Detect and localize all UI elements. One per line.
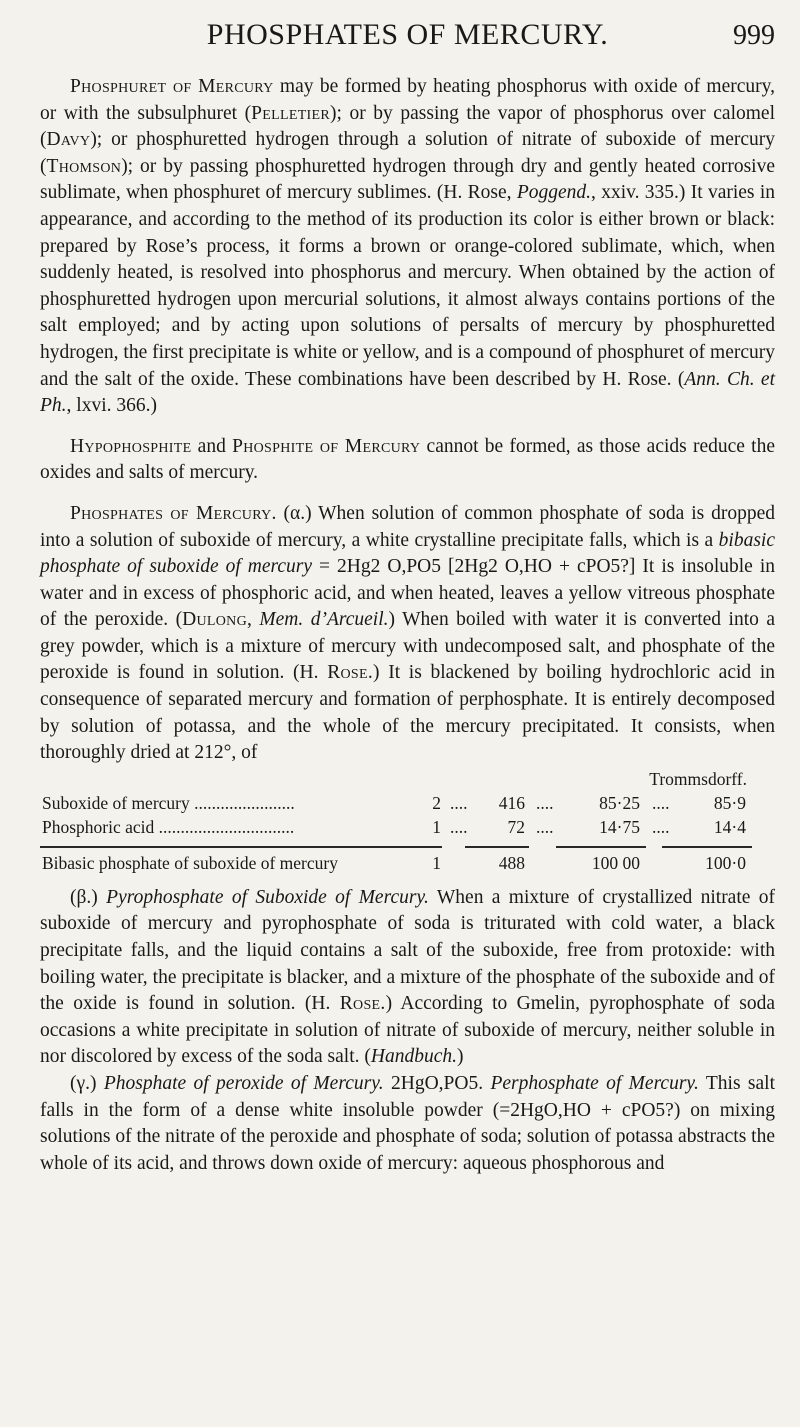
page-number: 999 bbox=[733, 20, 775, 51]
row-leader: .... bbox=[652, 816, 670, 837]
row-leader: .... bbox=[536, 816, 554, 837]
text-run: ) When boiled with water it is converted into a grey powder, which is a mixture of mercury with undecomposed salt, and phosphate of the peroxide is found in solution. (H. bbox=[40, 609, 775, 684]
running-title: PHOSPHATES OF MERCURY. bbox=[206, 18, 609, 51]
phosphuret-lead: Phosphuret of Mercury bbox=[70, 76, 274, 97]
text-run: ) bbox=[457, 1046, 464, 1068]
hypophosphite-lead: Hypophosphite bbox=[70, 435, 192, 457]
text-run: When a mixture of crystallized nitrate of suboxide of mercury and pyrophosphate of soda is triturated with cold water, a black precipitate falls, and the liquid contains a salt of the suboxide, free from protoxide: with boiling water, the precipitate is blacker, and a mixture of the phosphate of the suboxide and of the oxide is found in solution. (H. bbox=[40, 886, 776, 1015]
row-label: Suboxide of mercury ....................... bbox=[42, 792, 295, 813]
table-row bbox=[40, 793, 775, 817]
rule-divider bbox=[40, 846, 442, 848]
row-weight: 72 bbox=[507, 816, 525, 837]
paragraph-phosphates bbox=[40, 501, 775, 767]
text-run: (α.) When solution of common phosphate of soda is dropped into a solution of suboxide of mercury, a white crystalline precipitate falls, which is a bbox=[40, 502, 775, 551]
total-label: Bibasic phosphate of suboxide of mercury bbox=[42, 852, 338, 873]
row-label: Phosphoric acid ............................... bbox=[42, 816, 295, 837]
reference-poggendorff: Poggend. bbox=[516, 182, 592, 204]
text-run: , bbox=[247, 609, 260, 631]
text-run: ); or phosphuretted hydrogen through a solution of nitrate of suboxide of mercury ( bbox=[40, 129, 775, 177]
paragraph-hypophosphite bbox=[40, 434, 775, 487]
reference-annales: Ann. Ch. et Ph. bbox=[40, 368, 775, 417]
author-davy: Davy bbox=[46, 129, 91, 151]
section-mark: (β.) bbox=[70, 886, 98, 908]
text-run: ) According to Gmelin, pyrophosphate of soda occasions a white precipitate in solution of nitrate of suboxide of mercury, neither soluble in nor discolored by excess of the soda salt. ( bbox=[40, 993, 775, 1068]
author-rose: Rose. bbox=[339, 993, 386, 1015]
compound-name: bibasic phosphate of suboxide of mercury bbox=[40, 529, 775, 578]
row-percent: 85·25 bbox=[599, 792, 640, 813]
column-header-trommsdorff: Trommsdorff. bbox=[649, 768, 747, 789]
text-run: and bbox=[191, 435, 233, 457]
row-trommsdorff: 14·4 bbox=[713, 816, 746, 837]
table-rules bbox=[40, 841, 775, 853]
paragraph-phosphuret bbox=[40, 74, 775, 420]
text-run: may be formed by heating phosphorus with oxide of mercury, or with the subsulphuret ( bbox=[40, 76, 775, 124]
section-mark: (γ.) bbox=[70, 1073, 97, 1094]
text-run: ) It is blackened by boiling hydrochloric acid in consequence of separated mercury and formation of perphosphate. It is entirely decomposed by solution of potassa, and the whole of the mercury precipitated. It consists, when thoroughly dried at 212°, of bbox=[40, 662, 776, 764]
author-thomson: Thomson bbox=[46, 155, 122, 177]
reference-handbuch: Handbuch. bbox=[370, 1046, 457, 1068]
analysis-table bbox=[40, 769, 775, 877]
table-row bbox=[40, 817, 775, 841]
section-title: Phosphate of peroxide of Mercury. bbox=[103, 1073, 384, 1094]
row-leader: .... bbox=[652, 792, 670, 813]
analysis-header bbox=[40, 769, 775, 793]
paragraph-pyrophosphate bbox=[40, 885, 775, 1071]
compound-name: Perphosphate of Mercury. bbox=[490, 1073, 699, 1094]
paragraph-perphosphate bbox=[40, 1071, 775, 1177]
running-head bbox=[40, 18, 775, 74]
row-percent: 14·75 bbox=[599, 816, 640, 837]
row-atoms: 2 bbox=[432, 792, 441, 813]
section-title: Pyrophosphate of Suboxide of Mercury. bbox=[106, 886, 429, 908]
book-page bbox=[40, 18, 775, 1177]
phosphite-lead: Phosphite of Mercury bbox=[232, 435, 421, 457]
text-run: This salt falls in the form of a dense white insoluble powder (=2HgO,HO + cPO5?) on mixing solutions of the nitrate of the peroxide and phosphate of soda; solution of potassa abstracts the whole of its acid, and throws down oxide of mercury: aqueous phosphorous and bbox=[40, 1073, 776, 1174]
author-pelletier: Pelletier bbox=[251, 102, 331, 124]
text-run: , xxiv. 335.) It varies in appearance, and according to the method of its production its color is either brown or black: prepared by Rose’s process, it forms a brown or orange-colored sublimate, which, when suddenly heated, is resolved into phosphorus and mercury. When obtained by the action of phosphuretted hydrogen upon mercurial solutions, it almost always contains portions of the salt employed; and by acting upon solutions of persalts of mercury by phosphuretted hydrogen, the first precipitate is white or yellow, and is a compound of phosphuret of mercury and the salt of the oxide. These combinations have been described by H. Rose. ( bbox=[40, 182, 775, 390]
total-trommsdorff: 100·0 bbox=[705, 852, 746, 873]
phosphates-lead: Phosphates of Mercury. bbox=[70, 502, 277, 524]
author-dulong: Dulong bbox=[182, 609, 248, 631]
row-trommsdorff: 85·9 bbox=[713, 792, 746, 813]
table-total-row bbox=[40, 853, 775, 877]
row-leader: .... bbox=[450, 792, 468, 813]
reference-arcueil: Mem. d’Arcueil. bbox=[259, 609, 389, 631]
row-leader: .... bbox=[536, 792, 554, 813]
text-run: cannot be formed, as those acids reduce the oxides and salts of mercury. bbox=[40, 435, 775, 484]
row-leader: .... bbox=[450, 816, 468, 837]
row-weight: 416 bbox=[498, 792, 525, 813]
text-run: ); or by passing the vapor of phosphorus over calomel ( bbox=[40, 102, 775, 151]
text-run: 2HgO,PO5. bbox=[383, 1073, 491, 1094]
text-run: , lxvi. 366.) bbox=[66, 395, 158, 417]
author-rose: Rose. bbox=[327, 662, 374, 684]
total-weight: 488 bbox=[498, 852, 525, 873]
rule-divider bbox=[465, 846, 529, 848]
text-run: ); or by passing phosphuretted hydrogen through dry and gently heated corrosive sublimate, when phosphuret of mercury sublimes. (H. Rose, bbox=[40, 155, 775, 204]
total-atoms: 1 bbox=[432, 852, 441, 873]
total-percent: 100 00 bbox=[591, 852, 640, 873]
text-run: = 2Hg2 O,PO5 [2Hg2 O,HO + cPO5?] It is insoluble in water and in excess of phosphoric acid, and when heated, leaves a yellow vitreous phosphate of the peroxide. ( bbox=[40, 556, 775, 631]
row-atoms: 1 bbox=[432, 816, 441, 837]
rule-divider bbox=[556, 846, 646, 848]
rule-divider bbox=[662, 846, 752, 848]
